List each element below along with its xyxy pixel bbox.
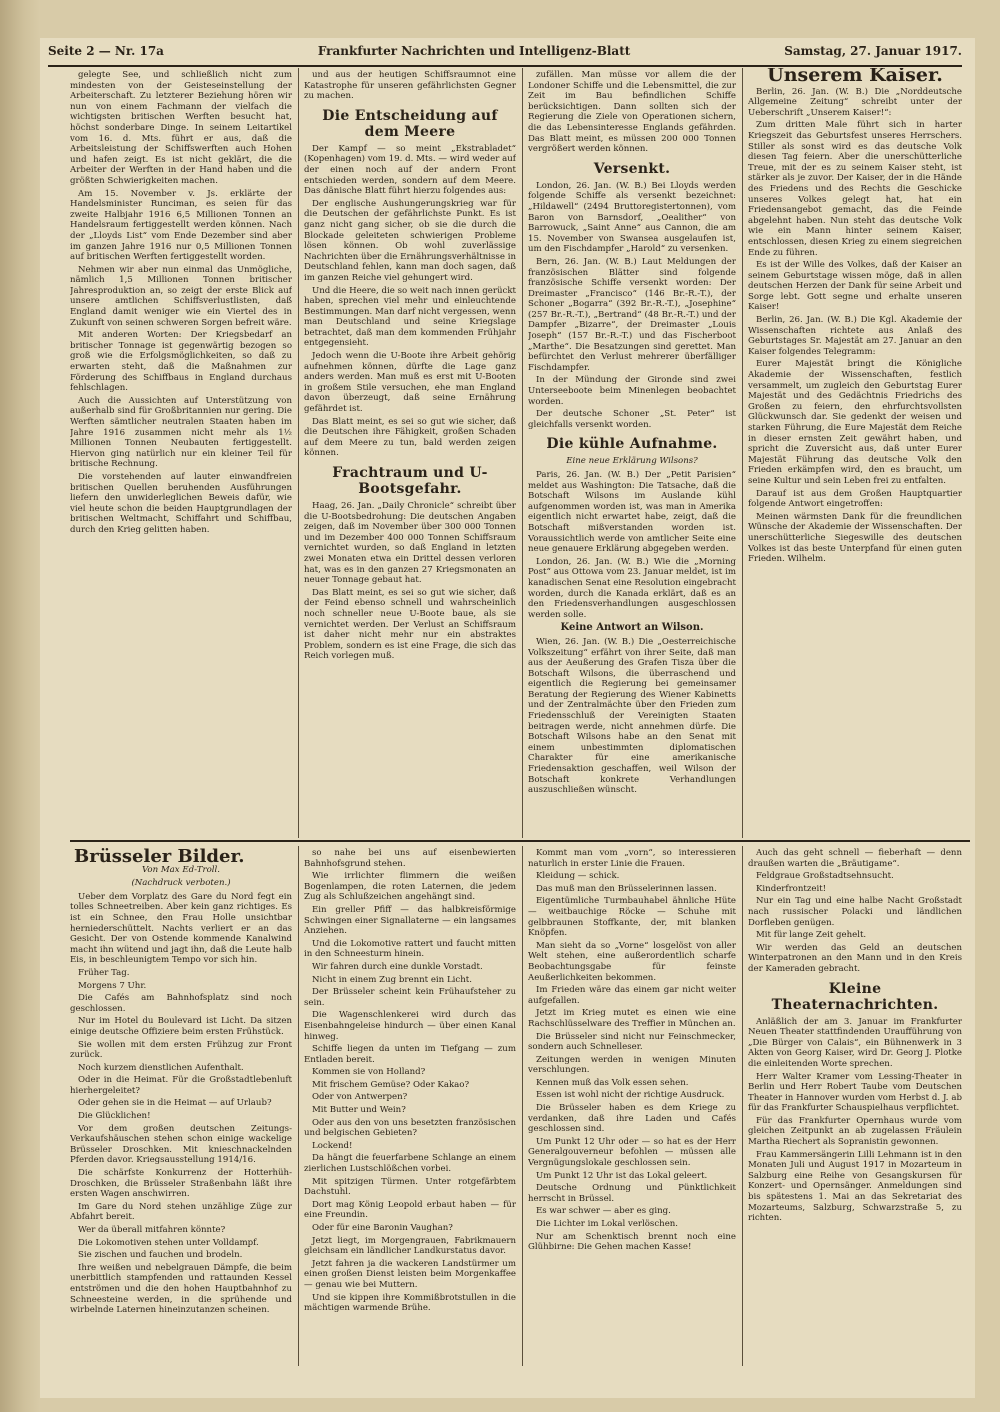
headline-entscheidung: Die Entscheidung auf dem Meere: [322, 107, 498, 140]
headline-keine-antwort: Keine Antwort an Wilson.: [560, 622, 704, 634]
paragraph: Der englische Aushungerungskrieg war für die Deutschen der gefährlichste Punkt. Es ist ganz nicht gang sicher, ob sie die durch die Blockade geleiteten schwierigen Probleme lösen können. Ob wohl zuverlässige Nachrichten über die Ernährungsverhältnisse in Deutschland fehlen, kann man doch sagen, daß im ganzen Reiche viel gehungert wird.: [304, 198, 516, 283]
paragraph: Im Gare du Nord stehen unzählige Züge zur Abfahrt bereit.: [70, 1201, 292, 1223]
paragraph: Wir werden das Geld an deutschen Winterpatronen an den Mann und in den Kreis der Kameraden gebracht.: [748, 942, 962, 974]
paragraph: Die Glücklichen!: [78, 1111, 151, 1122]
paragraph: Mit für lange Zeit gehelt.: [756, 930, 867, 941]
headline-frachtraum: Frachtraum und U-Bootsgefahr.: [332, 465, 488, 497]
paragraph: Der deutsche Schoner „St. Peter“ ist gleichfalls versenkt worden.: [528, 409, 736, 430]
paragraph: Ueber dem Vorplatz des Gare du Nord fegt ein tolles Schneetreiben. Aber kein ganz richtiges. Es ist ein Schnee, den Frau Holle unsichtbar herniederschüttelt. Nachts verliert er an das Gesicht. Der von Ostende kommende Kanalwind macht ihn wütend und jagt ihn, daß die Leute halb Eis, in beschleunigtem Tempo vor sich hin.: [70, 891, 292, 966]
paragraph: Haag, 26. Jan. „Daily Chronicle“ schreibt über die U-Bootsbedrohung: Die deutschen Angaben zeigen, daß im November über 300 000 Tonnen und im Dezember 400 000 Tonnen Schiffsraum vernichtet wurden, so daß England in letzten zwei Monaten etwa ein Drittel dessen verloren hat, was es in den ganzen 27 Kriegsmonaten an neuer Tonnage gebaut hat.: [304, 501, 516, 586]
paragraph: Da hängt die feuerfarbene Schlange an einem zierlichen Lustschlößchen vorbei.: [304, 1153, 516, 1175]
paragraph: Auch das geht schnell — fieberhaft — denn draußen warten die „Bräutigame“.: [748, 848, 962, 869]
headline-versenkt: Versenkt.: [593, 160, 671, 177]
paragraph: Dort mag König Leopold erbaut haben — für eine Freundin.: [304, 1199, 516, 1221]
paragraph: Oder aus den von uns besetzten französischen und belgischen Gebieten?: [304, 1117, 516, 1139]
paragraph: Ihre weißen und nebelgrauen Dämpfe, die beim unerbittlich stampfenden und rattaunden Kessel entströmen und die den hohen Hauptbahnhof zu Schneesteine werden, in die sprühende und wirbelnde Laternen hineinzutanzen scheinen.: [70, 1262, 292, 1316]
paragraph: gelegte See, und schließlich nicht zum mindesten von der Geisteseinstellung der Arbeiterschaft. Zu letzterer Beziehung hören wir nun von einem Fachmann der vielfach die wichtigsten britischen Werften besucht hat, höchst sonderbare Dinge. In seinem Leitartikel vom 16. d. Mts. führt er aus, daß die Arbeitsleistung der Schiffswerften auch Hohen und hafen zeigt. Es ist nicht geklärt, die die Arbeiter der Werften in der Hand haben und die größten Schwierigkeiten machen.: [70, 70, 292, 186]
paragraph: London, 26. Jan. (W. B.) Wie die „Morning Post“ aus Ottowa vom 23. Januar meldet, ist im kanadischen Senat eine Resolution eingebracht worden, durch die Kanada erklärt, daß es an den Friedensverhandlungen ausgeschlossen werden solle.: [528, 556, 736, 620]
paragraph: Paris, 26. Jan. (W. B.) Der „Petit Parisien“ meldet aus Washington: Die Tatsache, daß die Botschaft Wilsons im Auslande kühl aufgenommen worden ist, was man in Amerika eigentlich nicht erwartet habe, zeigt, daß die Botschaft mißverstanden worden ist. Voraussichtlich werde von amtlicher Seite eine neue genauere Erklärung abgegeben werden.: [528, 470, 736, 555]
paragraph: Die Lokomotiven stehen unter Volldampf.: [78, 1237, 259, 1248]
paragraph: Eurer Majestät bringt die Königliche Akademie der Wissenschaften, festlich versammelt, um zugleich den Geburtstag Eurer Majestät und des Gedächtnis Friedrichs des Großen zu feiern, den ehrfurchtsvollsten Glückwunsch dar. Sie gedenkt der weisen und starken Führung, die Eure Majestät dem Reiche in dieser ernsten Zeit gewährt haben, und spricht die Zuversicht aus, daß unter Eurer Majestät Führung das deutsche Volk den Frieden erkämpfen wird, den es braucht, um seine Kultur und sein Leben frei zu entfalten.: [748, 359, 962, 486]
paragraph: Nehmen wir aber nun einmal das Unmögliche, nämlich 1,5 Millionen Tonnen britischer Jahresproduktion an, so zeigt der erste Blick auf unsere amtlichen Schiffsverlustlisten, daß England damit weniger wie ein Viertel des in Zukunft von seinen schweren Sorgen befreit wäre.: [70, 264, 292, 328]
paragraph: Man sieht da so „Vorne“ losgelöst von aller Welt stehen, eine außerordentlich scharfe Beobachtungsgabe für feinste Aeußerlichkeiten bekommen.: [528, 940, 736, 983]
subheadline: Eine neue Erklärung Wilsons?: [566, 456, 698, 467]
column-rule: [522, 68, 523, 838]
paragraph: Schiffe liegen da unten im Tiefgang — zum Entladen bereit.: [304, 1044, 516, 1065]
paragraph: Das muß man den Brüsselerinnen lassen.: [536, 883, 717, 894]
paragraph: Im Frieden wäre das einem gar nicht weiter aufgefallen.: [528, 985, 736, 1006]
paragraph: Der Kampf — so meint „Ekstrabladet“ (Kopenhagen) vom 19. d. Mts. — wird weder auf der einen noch auf der andern Front entschieden werden, sondern auf dem Meere. Das dänische Blatt führt hierzu folgendes aus:: [304, 143, 516, 197]
paragraph: Auch die Aussichten auf Unterstützung von außerhalb sind für Großbritannien nur gering. Die Werften sämtlicher neutralen Staaten haben im Jahre 1916 zusammen nicht mehr als 1½ Millionen Tonnen Neubauten fertiggestellt. Hiervon ging natürlich nur ein kleiner Teil für britische Rechnung.: [70, 395, 292, 470]
paragraph: Berlin, 26. Jan. (W. B.) Die „Norddeutsche Allgemeine Zeitung“ schreibt unter der Ueberschrift „Unserem Kaiser!“:: [748, 86, 962, 118]
reprint-notice: (Nachdruck verboten.): [131, 878, 231, 889]
column-bruessel-women: [528, 848, 736, 1366]
paragraph: Frau Kammersängerin Lilli Lehmann ist in den Monaten Juli und August 1917 in Mozarteum in Salzburg eine Reihe von Gesangskursen für Konzert- und Opernsänger. Anmeldungen sind bis spätestens 1. Mai an das Sekretariat des Mozarteums, Salzburg, Schwarzstraße 5, zu richten.: [748, 1149, 962, 1224]
paragraph: Morgens 7 Uhr.: [78, 980, 147, 991]
paragraph: Es war schwer — aber es ging.: [536, 1206, 671, 1217]
paragraph: Oder für eine Baronin Vaughan?: [312, 1223, 453, 1233]
paragraph: Die Brüsseler haben es dem Kriege zu verdanken, daß ihre Laden und Cafés geschlossen sind.: [528, 1103, 736, 1135]
column-shipping-article: [70, 70, 292, 836]
column-theater-news: [748, 848, 962, 1366]
paragraph: Meinen wärmsten Dank für die freundlichen Wünsche der Akademie der Wissenschaften. Der unerschütterliche Siegeswille des deutschen Volkes ist das beste Unterpfand für einen guten Frieden. Wilhelm.: [748, 511, 962, 565]
headline-theaternachrichten: Kleine Theaternachrichten.: [771, 980, 939, 1013]
paragraph: Die vorstehenden auf lauter einwandfreien britischen Quellen beruhenden Ausführungen liefern den unwiderleglichen Beweis dafür, wie viel heute schon die beiden Hauptgrundlagen der britischen Weltmacht, Schiffahrt und Schiffbau, durch den Krieg gelitten haben.: [70, 471, 292, 535]
paragraph: Jetzt fahren ja die wackeren Landstürmer um einen großen Dienst leisten beim Morgenkaffee — genau wie bei Muttern.: [304, 1258, 516, 1290]
paragraph: Der Brüsseler scheint kein Frühaufsteher zu sein.: [304, 987, 516, 1008]
paragraph: Darauf ist aus dem Großen Hauptquartier folgende Antwort eingetroffen:: [748, 488, 962, 510]
paragraph: Eigentümliche Turmbauhabel ähnliche Hüte — weitbauchige Röcke — Schuhe mit gelbbraunen Stoffkante, der, mit blanken Knöpfen.: [528, 896, 736, 939]
paragraph: Jedoch wenn die U-Boote ihre Arbeit gehörig aufnehmen können, dürfte die Lage ganz anders werden. Man muß es erst mit U-Booten in großem Stile versuchen, ehe man England davon überzeugt, daß seine Ernährung gefährdet ist.: [304, 351, 516, 415]
paragraph: London, 26. Jan. (W. B.) Bei Lloyds werden folgende Schiffe als versenkt bezeichnet: „Hildawell“ (2494 Bruttoregistertonnen), vom Baron von Barnsdorf, „Oealither“ von Barrowuck, „Saint Anne“ aus Cannon, die am 15. November von Swansea ausgelaufen ist, um den Fischdampfer „Harold“ zu versenken.: [528, 180, 736, 255]
headline-unserem-kaiser: Unserem Kaiser.: [767, 68, 943, 86]
paragraph: Deutsche Ordnung und Pünktlichkeit herrscht in Brüssel.: [528, 1183, 736, 1204]
paragraph: Die Wagenschlenkerei wird durch das Eisenbahngeleise hindurch — über einen Kanal hinweg.: [304, 1010, 516, 1042]
paragraph: Mit anderen Worten: Der Kriegsbedarf an britischer Tonnage ist gegenwärtig bezogen so groß wie die Erfolgsmöglichkeiten, so daß zu erwarten steht, daß die Maßnahmen zur Förderung des Schiffbaus in England durchaus fehlschlagen.: [70, 330, 292, 394]
paragraph: Jetzt liegt, im Morgengrauen, Fabrikmauern gleichsam ein ländlicher Landkurstatus davor.: [304, 1235, 516, 1257]
paragraph: Jetzt im Krieg mutet es einen wie eine Rachschlüsselware des Treffier in München an.: [528, 1008, 736, 1029]
column-kaiser: [748, 68, 962, 836]
paragraph: Das Blatt meint, es sei so gut wie sicher, daß der Feind ebenso schnell und wahrscheinlich noch schneller neue U-Boote baue, als sie vernichtet werden. Der Verlust an Schiffsraum ist daher nicht mehr nur ein abstraktes Problem, sondern es ist eine Frage, die sich das Reich vorlegen muß.: [304, 587, 516, 662]
header-page-number: Seite 2 — Nr. 17a: [48, 44, 164, 58]
column-rule: [522, 846, 523, 1366]
paragraph: Kinderfrontzeit!: [756, 883, 827, 894]
paragraph: Kleidung — schick.: [536, 871, 620, 882]
paragraph: Oder von Antwerpen?: [312, 1092, 408, 1103]
paragraph: Um Punkt 12 Uhr ist das Lokal geleert.: [536, 1170, 708, 1181]
paragraph: Kommen sie von Holland?: [312, 1067, 426, 1078]
header-date: Samstag, 27. Januar 1917.: [784, 44, 962, 58]
paragraph: Das Blatt meint, es sei so gut wie sicher, daß die Deutschen ihre Fähigkeit, großen Schaden auf dem Meere zu tun, bald werden zeigen können.: [304, 416, 516, 459]
paragraph: Noch kurzem dienstlichen Aufenthalt.: [78, 1062, 244, 1073]
paragraph: Die schärfste Konkurrenz der Hotterhüh-Droschken, die Brüsseler Straßenbahn läßt ihre ersten Wagen anschwirren.: [70, 1168, 292, 1200]
paragraph: so nahe bei uns auf eisenbewierten Bahnhofsgrund stehen.: [304, 848, 516, 869]
column-sunk-ships: [528, 70, 736, 836]
paragraph: Und sie kippen ihre Kommißbrotstullen in die mächtigen warmende Brühe.: [304, 1292, 516, 1314]
paragraph: In der Mündung der Gironde sind zwei Unterseeboote beim Minenlegen beobachtet worden.: [528, 375, 736, 407]
column-bruesseler-bilder: [70, 848, 292, 1366]
paragraph: Nur im Hotel du Boulevard ist Licht. Da sitzen einige deutsche Offiziere beim ersten Frühstück.: [70, 1016, 292, 1037]
paragraph: Nicht in einem Zug brennt ein Licht.: [312, 974, 472, 985]
paragraph: Es ist der Wille des Volkes, daß der Kaiser an seinem Geburtstage wissen möge, daß in allen deutschen Herzen der Dank für seine Arbeit und Sorge lebt. Gott segne und erhalte unseren Kaiser!: [748, 260, 962, 313]
paragraph: Die Cafés am Bahnhofsplatz sind noch geschlossen.: [70, 993, 292, 1014]
paragraph: Zeitungen werden in wenigen Minuten verschlungen.: [528, 1054, 736, 1076]
paragraph: Kommt man vom „vorn“, so interessieren naturlich in erster Linie die Frauen.: [528, 848, 736, 869]
paragraph: Die Brüsseler sind nicht nur Feinschmecker, sondern auch Schnelleser.: [528, 1031, 736, 1053]
paragraph: Nur am Schenktisch brennt noch eine Glühbirne: Die Gehen machen Kasse!: [528, 1231, 736, 1253]
paragraph: Früher Tag.: [78, 967, 130, 978]
byline: Von Max Ed-Troll.: [142, 864, 220, 875]
paragraph: Und die Heere, die so weit nach innen gerückt haben, sprechen viel mehr und einleuchtende Bestimmungen. Man darf nicht vergessen, wenn man Deutschland und seine Kriegslage betrachtet, daß man dem kommenden Frühjahr entgegensieht.: [304, 285, 516, 349]
paragraph: Zum dritten Male führt sich in harter Kriegszeit das Geburtsfest unseres Herrschers. Stiller als sonst wird es das deutsche Volk diesen Tag feiern. Aber die unerschütterliche Treue, mit der es zu seinem Kaiser steht, ist stärker als je zuvor. Der Kaiser, der in die Hände des Friedens und des Rechts die Geschicke unseres Volkes gelegt hat, hat ein Friedensangebot gemacht, das die Feinde abgelehnt haben. Nun steht das deutsche Volk wie ein Mann hinter seinem Kaiser, entschlossen, diesen Krieg zu einem siegreichen Ende zu führen.: [748, 120, 962, 258]
paragraph: Bern, 26. Jan. (W. B.) Laut Meldungen der französischen Blätter sind folgende französische Schiffe versenkt worden: Der Dreimaster „Francisco“ (146 Br.-R.-T.), der Schoner „Bogarra“ (392 Br.-R.-T.), „Josephine“ (257 Br.-R.-T.), „Bertrand“ (48 Br.-R.-T.) und der Dampfer „Bizarre“, der Dreimaster „Louis Joseph“ (157 Br.-R.-T.) und das Fischerboot „Marthe“. Die Besatzungen sind gerettet. Man befürchtet den Verlust mehrerer überfälliger Fischdampfer.: [528, 256, 736, 373]
paragraph: Und die Lokomotive rattert und faucht mitten in den Schneesturm hinein.: [304, 938, 516, 960]
paragraph: Sie zischen und fauchen und brodeln.: [78, 1250, 243, 1261]
paragraph: Mit spitzigen Türmen. Unter rotgefärbtem Dachstuhl.: [304, 1176, 516, 1198]
paragraph: Nur ein Tag und eine halbe Nacht Großstadt nach russischer Polacki und ländlichen Dorfleben genügen.: [748, 896, 962, 928]
paragraph: Feldgraue Großstadtsehnsucht.: [756, 871, 894, 882]
paragraph: Die Lichter im Lokal verlöschen.: [536, 1219, 679, 1229]
section-divider: [70, 840, 970, 842]
page-header: [48, 44, 962, 67]
paragraph: Herr Walter Kramer vom Lessing-Theater in Berlin und Herr Robert Taube vom Deutschen Theater in Hannover wurden vom Herbst d. J. ab für das Frankfurter Schauspielhaus verpflichtet.: [748, 1071, 962, 1114]
paragraph: zufällen. Man müsse vor allem die der Londoner Schiffe und die Lebensmittel, die zur Zeit im Bau befindlichen Schiffe berücksichtigen. Dann sollten sich der Regierung die Ziele von Operationen sichern, die das Lebensinteresse Englands gefährden. Das Blatt meint, es müssen 200 000 Tonnen vergrößert werden können.: [528, 70, 736, 155]
paragraph: Mit Butter und Wein?: [312, 1105, 406, 1116]
header-masthead: Frankfurter Nachrichten und Intelligenz-Blatt: [317, 44, 631, 58]
headline-bruesseler-bilder: Brüsseler Bilder.: [74, 848, 245, 867]
paragraph: Wien, 26. Jan. (W. B.) Die „Oesterreichische Volkszeitung“ erfährt von ihrer Seite, daß man aus der Aeußerung des Grafen Tisza über die Botschaft Wilsons, die überraschend und eigentlich die Regierung bei gemeinsamer Beratung der Regierung des Wiener Kabinetts und der Zentralmächte über den Frieden zum Friedensschluß der Vereinigten Staaten beitragen werde, nicht annehmen dürfe. Die Botschaft Wilsons habe an den Senat mit einem unbestimmten diplomatischen Charakter für eine amerikanische Friedensaktion geschaffen, weil Wilson der Botschaft konkrete Verhandlungen auszuschließen wünscht.: [528, 636, 736, 796]
paragraph: Um Punkt 12 Uhr oder — so hat es der Herr Generalgouverneur befohlen — müssen alle Vergnügungslokale geschlossen sein.: [528, 1136, 736, 1169]
column-bruessel-continued: [304, 848, 516, 1366]
column-rule: [742, 846, 743, 1366]
paragraph: Sie wollen mit dem ersten Frühzug zur Front zurück.: [70, 1039, 292, 1061]
paragraph: Essen ist wohl nicht der richtige Ausdruck.: [536, 1090, 725, 1101]
paragraph: Mit frischem Gemüse? Oder Kakao?: [312, 1079, 470, 1090]
column-rule: [298, 846, 299, 1366]
paragraph: Oder in die Heimat. Für die Großstadtlebenluft hierhergeleitet?: [70, 1075, 292, 1096]
paragraph: Ein greller Pfiff — das halbkreisförmige Schwingen einer Signallaterne — ein langsames Anziehen.: [304, 904, 516, 937]
paragraph: Lockend!: [312, 1140, 353, 1151]
paragraph: Berlin, 26. Jan. (W. B.) Die Kgl. Akademie der Wissenschaften richtete aus Anlaß des Geburtstages Sr. Majestät am 27. Januar an den Kaiser folgendes Telegramm:: [748, 315, 962, 357]
paragraph: Oder gehen sie in die Heimat — auf Urlaub?: [78, 1098, 272, 1109]
paragraph: Wie irrlichter flimmern die weißen Bogenlampen, die roten Laternen, die jedem Zug als Schlußzeichen angehängt sind.: [304, 871, 516, 903]
paragraph: Am 15. November v. Js. erklärte der Handelsminister Runciman, es seien für das zweite Halbjahr 1916 6,5 Millionen Tonnen an Handelsraum fertiggestellt werden können. Nach der „Lloyds List“ vom Ende Dezember sind aber im ganzen Jahre 1916 nur 0,5 Millionen Tonnen auf britischen Werften fertiggestellt worden.: [70, 188, 292, 263]
column-rule: [298, 68, 299, 838]
column-sea-decision: [304, 70, 516, 836]
paragraph: Wir fahren durch eine dunkle Vorstadt.: [312, 961, 483, 972]
column-rule: [742, 68, 743, 838]
paragraph: Kennen muß das Volk essen sehen.: [536, 1077, 689, 1088]
binding-shadow: [0, 0, 40, 1412]
paragraph: Anläßlich der am 3. Januar im Frankfurter Neuen Theater stattfindenden Uraufführung von „Die Bürger von Calais“, ein Bühnenwerk in 3 Akten von Georg Kaiser, wird Dr. Georg J. Plotke die einleitenden Worte sprechen.: [748, 1016, 962, 1069]
headline-kuehle-aufnahme: Die kühle Aufnahme.: [546, 436, 718, 453]
paragraph: und aus der heutigen Schiffsraumnot eine Katastrophe für unseren gefährlichsten Gegner zu machen.: [304, 70, 516, 102]
paragraph: Für das Frankfurter Opernhaus wurde vom gleichen Zeitpunkt an ab zugelassen Fräulein Martha Riechert als Sopranistin gewonnen.: [748, 1115, 962, 1148]
paragraph: Vor dem großen deutschen Zeitungs-Verkaufshäuschen stehen schon einige wackelige Brüsseler Droschken. Mit knieschnackelnden Pferden davor. Kriegsausstellung 1914/16.: [70, 1123, 292, 1166]
paragraph: Wer da überall mitfahren könnte?: [78, 1225, 226, 1235]
